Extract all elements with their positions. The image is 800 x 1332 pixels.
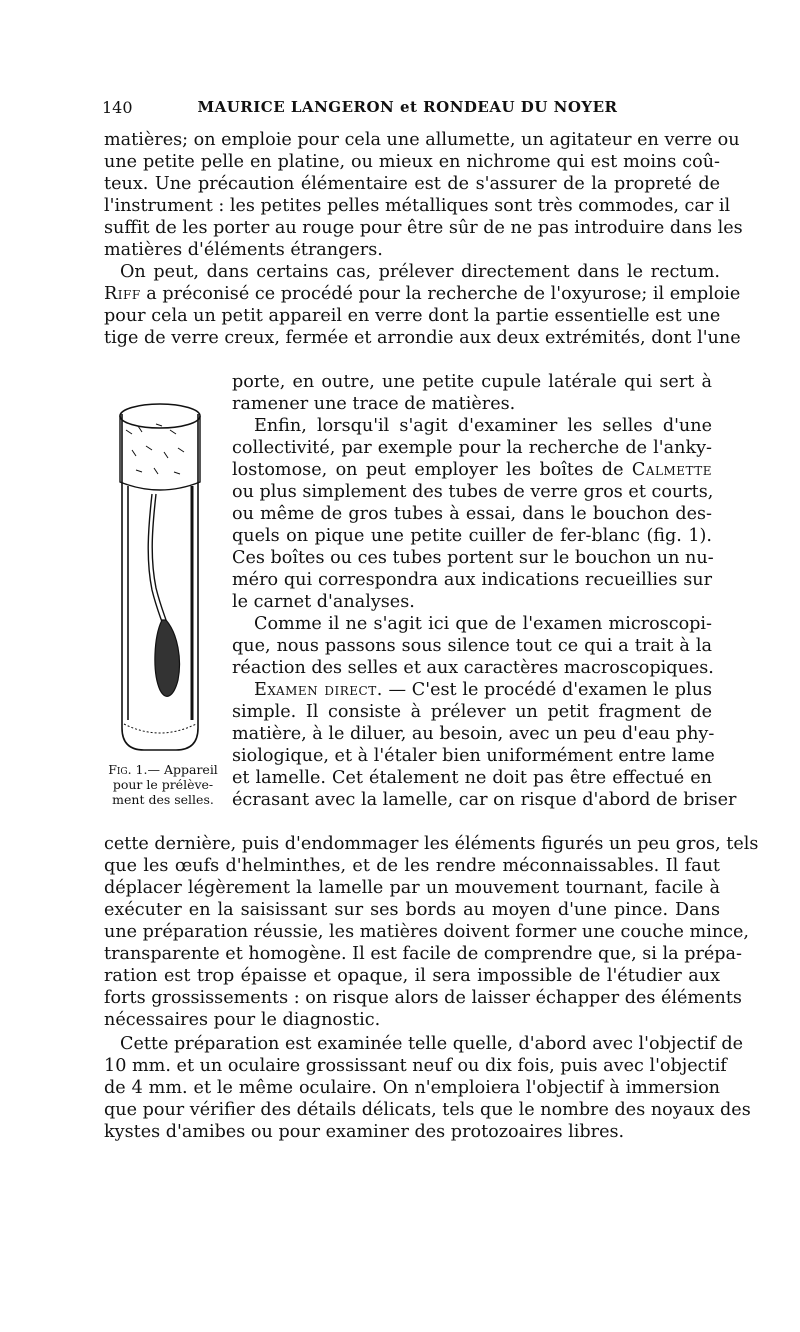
text-line: Ces boîtes ou ces tubes portent sur le bouchon un nu- xyxy=(232,548,714,568)
text-line: une petite pelle en platine, ou mieux en nichrome qui est moins coû- xyxy=(104,152,720,172)
section-heading: Examen direct. xyxy=(254,680,383,700)
text-line: quels on pique une petite cuiller de fer-blanc (fig. 1). xyxy=(232,526,712,546)
section-heading-line xyxy=(232,679,712,703)
caption-line: ment des selles. xyxy=(112,792,214,807)
text-line: ration est trop épaisse et opaque, il sera impossible de l'étudier aux xyxy=(104,966,720,986)
page-header xyxy=(100,98,715,124)
figure-caption xyxy=(102,762,224,807)
text-line: ou plus simplement des tubes de verre gros et courts, xyxy=(232,482,714,502)
text-line-start: lostomose, on peut employer les boîtes de xyxy=(232,460,632,480)
text-line: siologique, et à l'étaler bien uniformément entre lame xyxy=(232,746,715,766)
text-line: écrasant avec la lamelle, car on risque d'abord de briser xyxy=(232,790,737,810)
text-line: pour cela un petit appareil en verre dont la partie essentielle est une xyxy=(104,306,721,326)
text-line: et lamelle. Cet étalement ne doit pas être effectué en xyxy=(232,768,712,788)
text-line: de 4 mm. et le même oculaire. On n'emploiera l'objectif à immersion xyxy=(104,1078,720,1098)
text-line: 10 mm. et un oculaire grossissant neuf ou dix fois, puis avec l'objectif xyxy=(104,1056,727,1076)
text-line: Comme il ne s'agit ici que de l'examen microscopi- xyxy=(254,614,712,634)
text-line: ramener une trace de matières. xyxy=(232,394,516,414)
text-line: tige de verre creux, fermée et arrondie aux deux extrémités, dont l'une xyxy=(104,328,741,348)
text-line-rest: — C'est le procédé d'examen le plus xyxy=(382,680,712,700)
text-line: suffit de les porter au rouge pour être sûr de ne pas introduire dans les xyxy=(104,218,743,238)
text-line: exécuter en la saisissant sur ses bords au moyen d'une pince. Dans xyxy=(104,900,720,920)
text-line: déplacer légèrement la lamelle par un mouvement tournant, facile à xyxy=(104,878,720,898)
text-line: kystes d'amibes ou pour examiner des protozoaires libres. xyxy=(104,1122,625,1142)
running-title: MAURICE LANGERON et RONDEAU DU NOYER xyxy=(197,98,618,116)
text-line-rest: a préconisé ce procédé pour la recherche de l'oxyurose; il emploie xyxy=(140,284,741,304)
caption-text: — Appareil xyxy=(147,762,218,777)
text-line: On peut, dans certains cas, prélever directement dans le rectum. xyxy=(120,262,720,282)
text-line: que, nous passons sous silence tout ce qui a trait à la xyxy=(232,636,712,656)
text-line: cette dernière, puis d'endommager les éléments figurés un peu gros, tels xyxy=(104,834,759,854)
text-line: matières d'éléments étrangers. xyxy=(104,240,383,260)
caption-label: Fig. 1. xyxy=(108,762,148,777)
text-line: Enfin, lorsqu'il s'agit d'examiner les selles d'une xyxy=(254,416,712,436)
page-number: 140 xyxy=(102,98,133,117)
text-line: simple. Il consiste à prélever un petit fragment de xyxy=(232,702,712,722)
text-line: que pour vérifier des détails délicats, tels que le nombre des noyaux des xyxy=(104,1100,751,1120)
text-line: transparente et homogène. Il est facile de comprendre que, si la prépa- xyxy=(104,944,742,964)
text-line xyxy=(104,283,741,307)
text-line: l'instrument : les petites pelles métalliques sont très commodes, car il xyxy=(104,196,731,216)
text-line: ou même de gros tubes à essai, dans le bouchon des- xyxy=(232,504,712,524)
text-line: méro qui correspondra aux indications recueillies sur xyxy=(232,570,712,590)
text-line: nécessaires pour le diagnostic. xyxy=(104,1010,381,1030)
text-line: Cette préparation est examinée telle quelle, d'abord avec l'objectif de xyxy=(120,1034,744,1054)
text-line: porte, en outre, une petite cupule latérale qui sert à xyxy=(232,372,712,392)
caption-line: pour le prélève- xyxy=(112,777,214,792)
text-line: collectivité, par exemple pour la recherche de l'anky- xyxy=(232,438,712,458)
text-line: réaction des selles et aux caractères macroscopiques. xyxy=(232,658,714,678)
figure-tube-illustration xyxy=(108,390,212,758)
author-name: Calmette xyxy=(631,460,712,480)
text-line: le carnet d'analyses. xyxy=(232,592,415,612)
text-line: forts grossissements : on risque alors de laisser échapper des éléments xyxy=(104,988,742,1008)
text-line: une préparation réussie, les matières doivent former une couche mince, xyxy=(104,922,750,942)
author-name: Riff xyxy=(104,284,141,304)
text-line: que les œufs d'helminthes, et de les rendre méconnaissables. Il faut xyxy=(104,856,720,876)
test-tube-illustration xyxy=(120,404,200,750)
text-line: matières; on emploie pour cela une allumette, un agitateur en verre ou xyxy=(104,130,740,150)
caption-line xyxy=(102,762,224,777)
text-line: matière, à le diluer, au besoin, avec un peu d'eau phy- xyxy=(232,724,715,744)
text-line xyxy=(232,459,712,483)
text-line: teux. Une précaution élémentaire est de s'assurer de la propreté de xyxy=(104,174,720,194)
